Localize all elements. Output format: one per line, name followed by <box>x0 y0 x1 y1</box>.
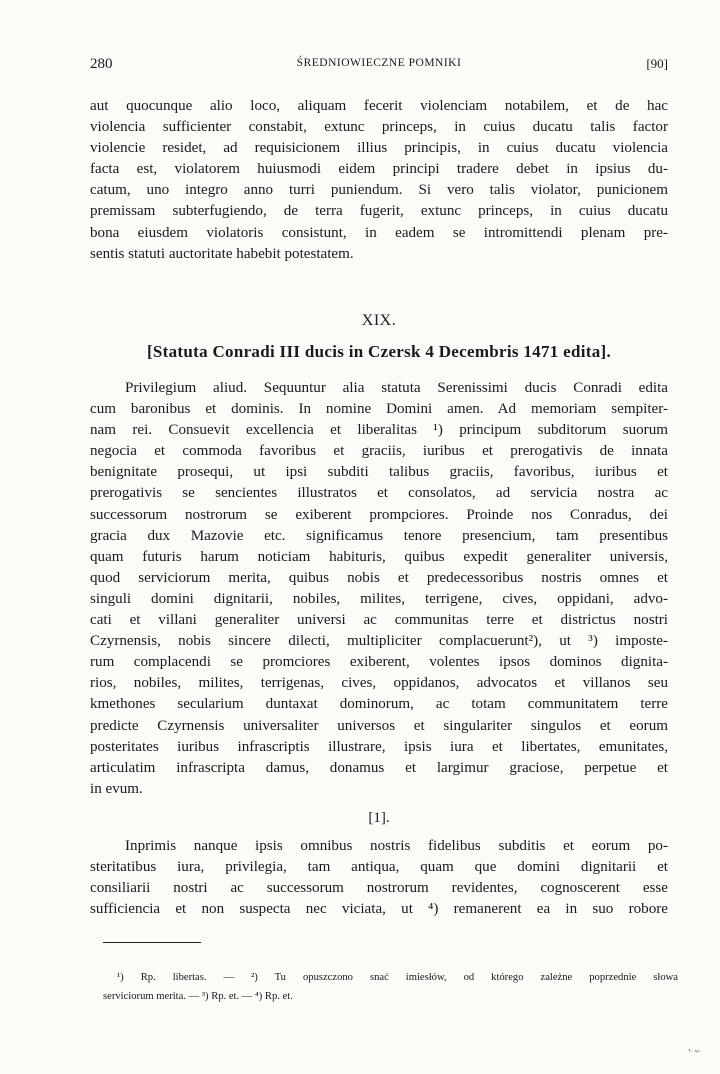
paragraph-article-1 <box>90 836 668 920</box>
page-number: 280 <box>90 56 113 72</box>
text-line: quam futuris harum noticiam habituris, quibus expedit generaliter universis, <box>90 548 668 565</box>
text-line: prerogativis se sencientes illustratos et consolatos, ad servicia nostra ac <box>90 485 668 502</box>
text-line: in evum. <box>90 780 143 797</box>
text-line: successorum nostrorum se exiberent prompciores. Proinde nos Conradus, dei <box>90 506 668 523</box>
text-line: catum, uno integro anno turri puniendum. Si vero talis violator, punicionem <box>90 182 668 199</box>
text-line: articulatim infrascripta damus, donamus et largimur graciose, perpetue et <box>90 759 668 776</box>
footnote-line: ¹) Rp. libertas. — ²) Tu opuszczono snać imiesłów, od którego zależne poprzednie słowa <box>117 972 678 983</box>
text-line: consiliarii nostri ac successorum nostrorum revidentes, cognoscerent esse <box>90 880 668 897</box>
corner-mark: ᵀ· ᵃᵖ· <box>688 1048 702 1056</box>
page-reference: [90] <box>646 56 668 71</box>
text-line: predicte Czyrnensis universaliter universos et singulariter singulos et eorum <box>90 717 668 734</box>
text-line: aut quocunque alio loco, aliquam fecerit violenciam notabilem, et de hac <box>90 98 668 114</box>
section-number: XIX. <box>361 312 397 329</box>
text-line: violencia sufficienter constabit, extunc princeps, in cuius ducatu talis factor <box>90 119 668 136</box>
text-line: cum baronibus et dominis. In nomine Domini amen. Ad memoriam sempiter- <box>90 401 668 418</box>
paragraph-continuation <box>90 96 668 265</box>
running-header <box>90 56 668 76</box>
text-line: negocia et commoda favoribus et graciis, iuribus et prerogativis de innata <box>90 443 668 460</box>
text-line: cati et villani generaliter universi ac communitas terre et districtus nostri <box>90 612 668 629</box>
text-line: violencie residet, ad requisicionem illius principis, in cuius ducatu violencia <box>90 140 668 157</box>
text-line: Inprimis nanque ipsis omnibus nostris fidelibus subditis et eorum po- <box>125 838 668 854</box>
text-line: sufficiencia et non suspecta nec viciata, ut ⁴) remanerent ea in suo robore <box>90 901 668 918</box>
text-line: rum complacendi se promciores exiberent, volentes ipsos dominos dignita- <box>90 654 668 671</box>
text-line: Privilegium aliud. Sequuntur alia statuta Serenissimi ducis Conradi edita <box>125 380 668 396</box>
text-line: singuli domini dignitarii, nobiles, milites, terrigene, cives, oppidani, advo- <box>90 590 668 607</box>
text-line: sentis statuti auctoritate habebit potestatem. <box>90 245 354 262</box>
text-line: Czyrnensis, nobis sincere dilecti, multipliciter complacuerunt²), ut ³) imposte- <box>90 633 668 650</box>
paragraph-privilegium <box>90 378 668 800</box>
text-line: steritatibus iura, privilegia, tam antiqua, quam que domini dignitarii et <box>90 859 668 876</box>
subsection-number: [1]. <box>368 810 390 826</box>
text-line: posteritates iuribus infrascriptis illustrare, ipsis iura et libertates, emunitates, <box>90 738 668 755</box>
text-line: bona eiusdem violatoris consistunt, in eadem se intromittendi plenam pre- <box>90 224 668 241</box>
text-line: nam rei. Consuevit excellencia et liberalitas ¹) principum subditorum suorum <box>90 422 668 439</box>
section-title: [Statuta Conradi III ducis in Czersk 4 Decembris 1471 edita]. <box>146 342 612 361</box>
footnote-line: serviciorum merita. — ³) Rp. et. — ⁴) Rp. et. <box>103 991 293 1002</box>
text-line: quod serviciorum merita, quibus nobis et predecessoribus nostris omnes et <box>90 569 668 586</box>
footnotes <box>103 968 678 1006</box>
text-line: facta est, violatorem huiusmodi eidem principi tradere debet in ipsius du- <box>90 161 668 178</box>
footnote-rule <box>103 942 201 943</box>
running-title: ŚREDNIOWIECZNE POMNIKI <box>296 57 462 69</box>
text-line: gracia dux Mazovie etc. significamus tenore presencium, tam presentibus <box>90 527 668 544</box>
text-line: rios, nobiles, milites, terrigenas, cives, oppidanos, advocatos et villanos seu <box>90 675 668 692</box>
text-line: kmethones secularium duntaxat dominorum, ac totam communitatem terre <box>90 696 668 713</box>
text-line: premissam subterfugiendo, de terra fugerit, extunc princeps, in cuius ducatu <box>90 203 668 220</box>
text-line: benignitate prosequi, ut ipsi subditi talibus graciis, favoribus, iuribus et <box>90 464 668 481</box>
